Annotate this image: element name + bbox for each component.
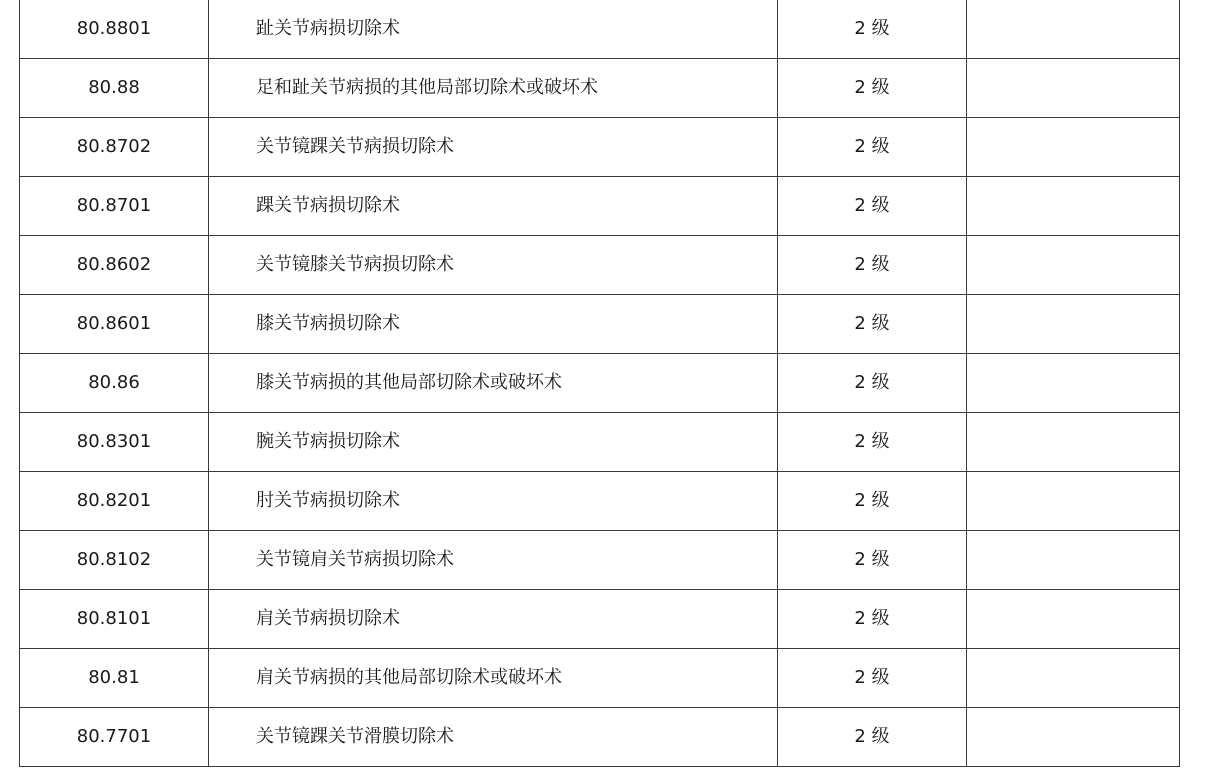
procedure-code-cell: 80.86 xyxy=(20,354,209,413)
table-row xyxy=(20,177,1180,236)
procedure-table xyxy=(19,0,1180,767)
procedure-level-cell: 2 级 xyxy=(778,0,967,59)
procedure-name-cell: 肘关节病损切除术 xyxy=(209,472,778,531)
procedure-level-cell: 2 级 xyxy=(778,354,967,413)
table-row xyxy=(20,413,1180,472)
procedure-level-cell: 2 级 xyxy=(778,413,967,472)
procedure-note-cell xyxy=(967,236,1180,295)
procedure-name-cell: 肩关节病损切除术 xyxy=(209,590,778,649)
procedure-code-cell: 80.81 xyxy=(20,649,209,708)
procedure-name-cell: 关节镜膝关节病损切除术 xyxy=(209,236,778,295)
procedure-code-cell: 80.8201 xyxy=(20,472,209,531)
procedure-name-cell: 踝关节病损切除术 xyxy=(209,177,778,236)
table-row xyxy=(20,0,1180,59)
procedure-code-cell: 80.8801 xyxy=(20,0,209,59)
procedure-note-cell xyxy=(967,0,1180,59)
procedure-code-cell: 80.8702 xyxy=(20,118,209,177)
procedure-level-cell: 2 级 xyxy=(778,649,967,708)
procedure-name-cell: 趾关节病损切除术 xyxy=(209,0,778,59)
procedure-name-cell: 腕关节病损切除术 xyxy=(209,413,778,472)
procedure-name-cell: 关节镜肩关节病损切除术 xyxy=(209,531,778,590)
table-row xyxy=(20,354,1180,413)
table-row xyxy=(20,236,1180,295)
procedure-code-cell: 80.8601 xyxy=(20,295,209,354)
procedure-name-cell: 膝关节病损切除术 xyxy=(209,295,778,354)
procedure-note-cell xyxy=(967,649,1180,708)
procedure-level-cell: 2 级 xyxy=(778,531,967,590)
procedure-note-cell xyxy=(967,354,1180,413)
procedure-note-cell xyxy=(967,590,1180,649)
table-row xyxy=(20,472,1180,531)
procedure-code-cell: 80.8101 xyxy=(20,590,209,649)
procedure-name-cell: 肩关节病损的其他局部切除术或破坏术 xyxy=(209,649,778,708)
procedure-level-cell: 2 级 xyxy=(778,177,967,236)
procedure-note-cell xyxy=(967,708,1180,767)
procedure-level-cell: 2 级 xyxy=(778,295,967,354)
procedure-level-cell: 2 级 xyxy=(778,236,967,295)
procedure-note-cell xyxy=(967,472,1180,531)
procedure-table-container xyxy=(19,0,1179,767)
procedure-code-cell: 80.8102 xyxy=(20,531,209,590)
procedure-note-cell xyxy=(967,531,1180,590)
procedure-note-cell xyxy=(967,413,1180,472)
procedure-code-cell: 80.8301 xyxy=(20,413,209,472)
procedure-level-cell: 2 级 xyxy=(778,708,967,767)
procedure-note-cell xyxy=(967,59,1180,118)
procedure-code-cell: 80.8602 xyxy=(20,236,209,295)
procedure-level-cell: 2 级 xyxy=(778,118,967,177)
procedure-code-cell: 80.7701 xyxy=(20,708,209,767)
procedure-code-cell: 80.8701 xyxy=(20,177,209,236)
table-row xyxy=(20,295,1180,354)
procedure-name-cell: 关节镜踝关节病损切除术 xyxy=(209,118,778,177)
table-row xyxy=(20,649,1180,708)
procedure-level-cell: 2 级 xyxy=(778,472,967,531)
procedure-level-cell: 2 级 xyxy=(778,59,967,118)
table-row xyxy=(20,708,1180,767)
procedure-note-cell xyxy=(967,177,1180,236)
table-row xyxy=(20,118,1180,177)
procedure-level-cell: 2 级 xyxy=(778,590,967,649)
procedure-note-cell xyxy=(967,118,1180,177)
procedure-note-cell xyxy=(967,295,1180,354)
procedure-name-cell: 关节镜踝关节滑膜切除术 xyxy=(209,708,778,767)
table-row xyxy=(20,59,1180,118)
procedure-name-cell: 足和趾关节病损的其他局部切除术或破坏术 xyxy=(209,59,778,118)
table-row xyxy=(20,590,1180,649)
procedure-name-cell: 膝关节病损的其他局部切除术或破坏术 xyxy=(209,354,778,413)
table-row xyxy=(20,531,1180,590)
procedure-code-cell: 80.88 xyxy=(20,59,209,118)
